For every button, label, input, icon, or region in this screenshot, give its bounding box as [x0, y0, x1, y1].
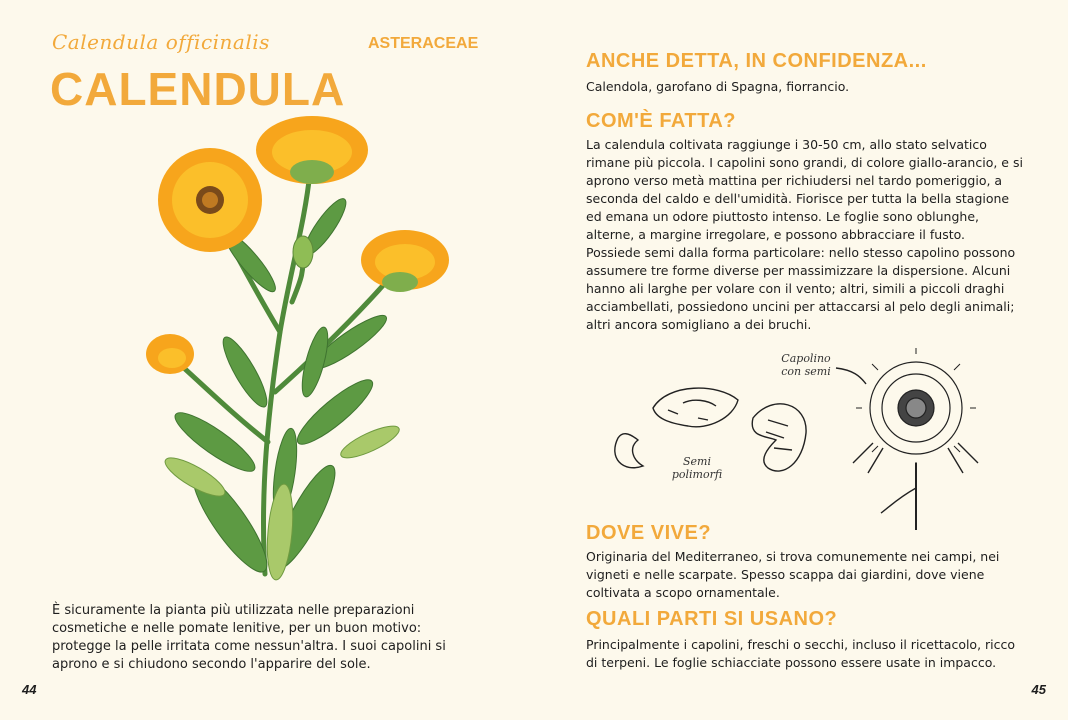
page-title: CALENDULA: [50, 63, 346, 115]
calendula-plant-illustration: [140, 112, 470, 582]
seeds-label: Semi polimorfi: [671, 455, 723, 481]
heading-description: COM'È FATTA?: [586, 110, 736, 132]
latin-name: Calendula officinalis: [52, 30, 270, 54]
habitat-text: Originaria del Mediterraneo, si trova comunemente nei campi, nei vigneti e nelle scarpate. Spesso scappa dai giardini, dove viene coltivata a scopo ornamentale.: [586, 549, 1000, 600]
intro-paragraph: È sicuramente la pianta più utilizzata nelle preparazioni cosmetiche e nelle pomate lenitive, per un buon motivo: protegge la pelle irritata come nessun'altra. I suoi capolini si aprono e si chiudono secondo l'apparire del sole.: [52, 603, 446, 672]
nicknames-text: Calendola, garofano di Spagna, fiorrancio.: [586, 79, 850, 94]
heading-parts-used: QUALI PARTI SI USANO?: [586, 608, 838, 630]
seed-head-label: Capolino con semi: [781, 352, 831, 378]
right-page: [534, 0, 1068, 720]
parts-used-text: Principalmente i capolini, freschi o secchi, incluso il ricettacolo, ricco di terpeni. Le foglie schiacciate possono essere usate in impacco.: [586, 637, 1016, 670]
seeds-text: Possiede semi dalla forma particolare: nello stesso capolino possono assumere tre forme diverse per massimizzare la dispersione. Alcuni hanno ali larghe per volare con il vento; altri, simili a piccoli draghi acciambellati, possiedono uncini per attaccarsi al pelo degli animali; altri ancora somigliano a dei bruchi.: [586, 245, 1016, 332]
page-number-left: 44: [22, 682, 37, 697]
description-text: La calendula coltivata raggiunge i 30-50 cm, allo stato selvatico rimane più piccola. I capolini sono grandi, di colore giallo-arancio, e si aprono verso metà mattina per richiudersi nel tardo pomeriggio, a seconda del caldo e dell'umidità. Fiorisce per tutta la bella stagione ed emana un odore piuttosto intenso. Le foglie sono oblunghe, alterne, a margine irregolare, e possono abbracciare il fusto.: [586, 137, 1023, 242]
heading-habitat: DOVE VIVE?: [586, 522, 712, 544]
plant-family: ASTERACEAE: [368, 35, 479, 52]
heading-nicknames: ANCHE DETTA, IN CONFIDENZA...: [586, 50, 927, 72]
page-number-right: 45: [1031, 682, 1046, 697]
